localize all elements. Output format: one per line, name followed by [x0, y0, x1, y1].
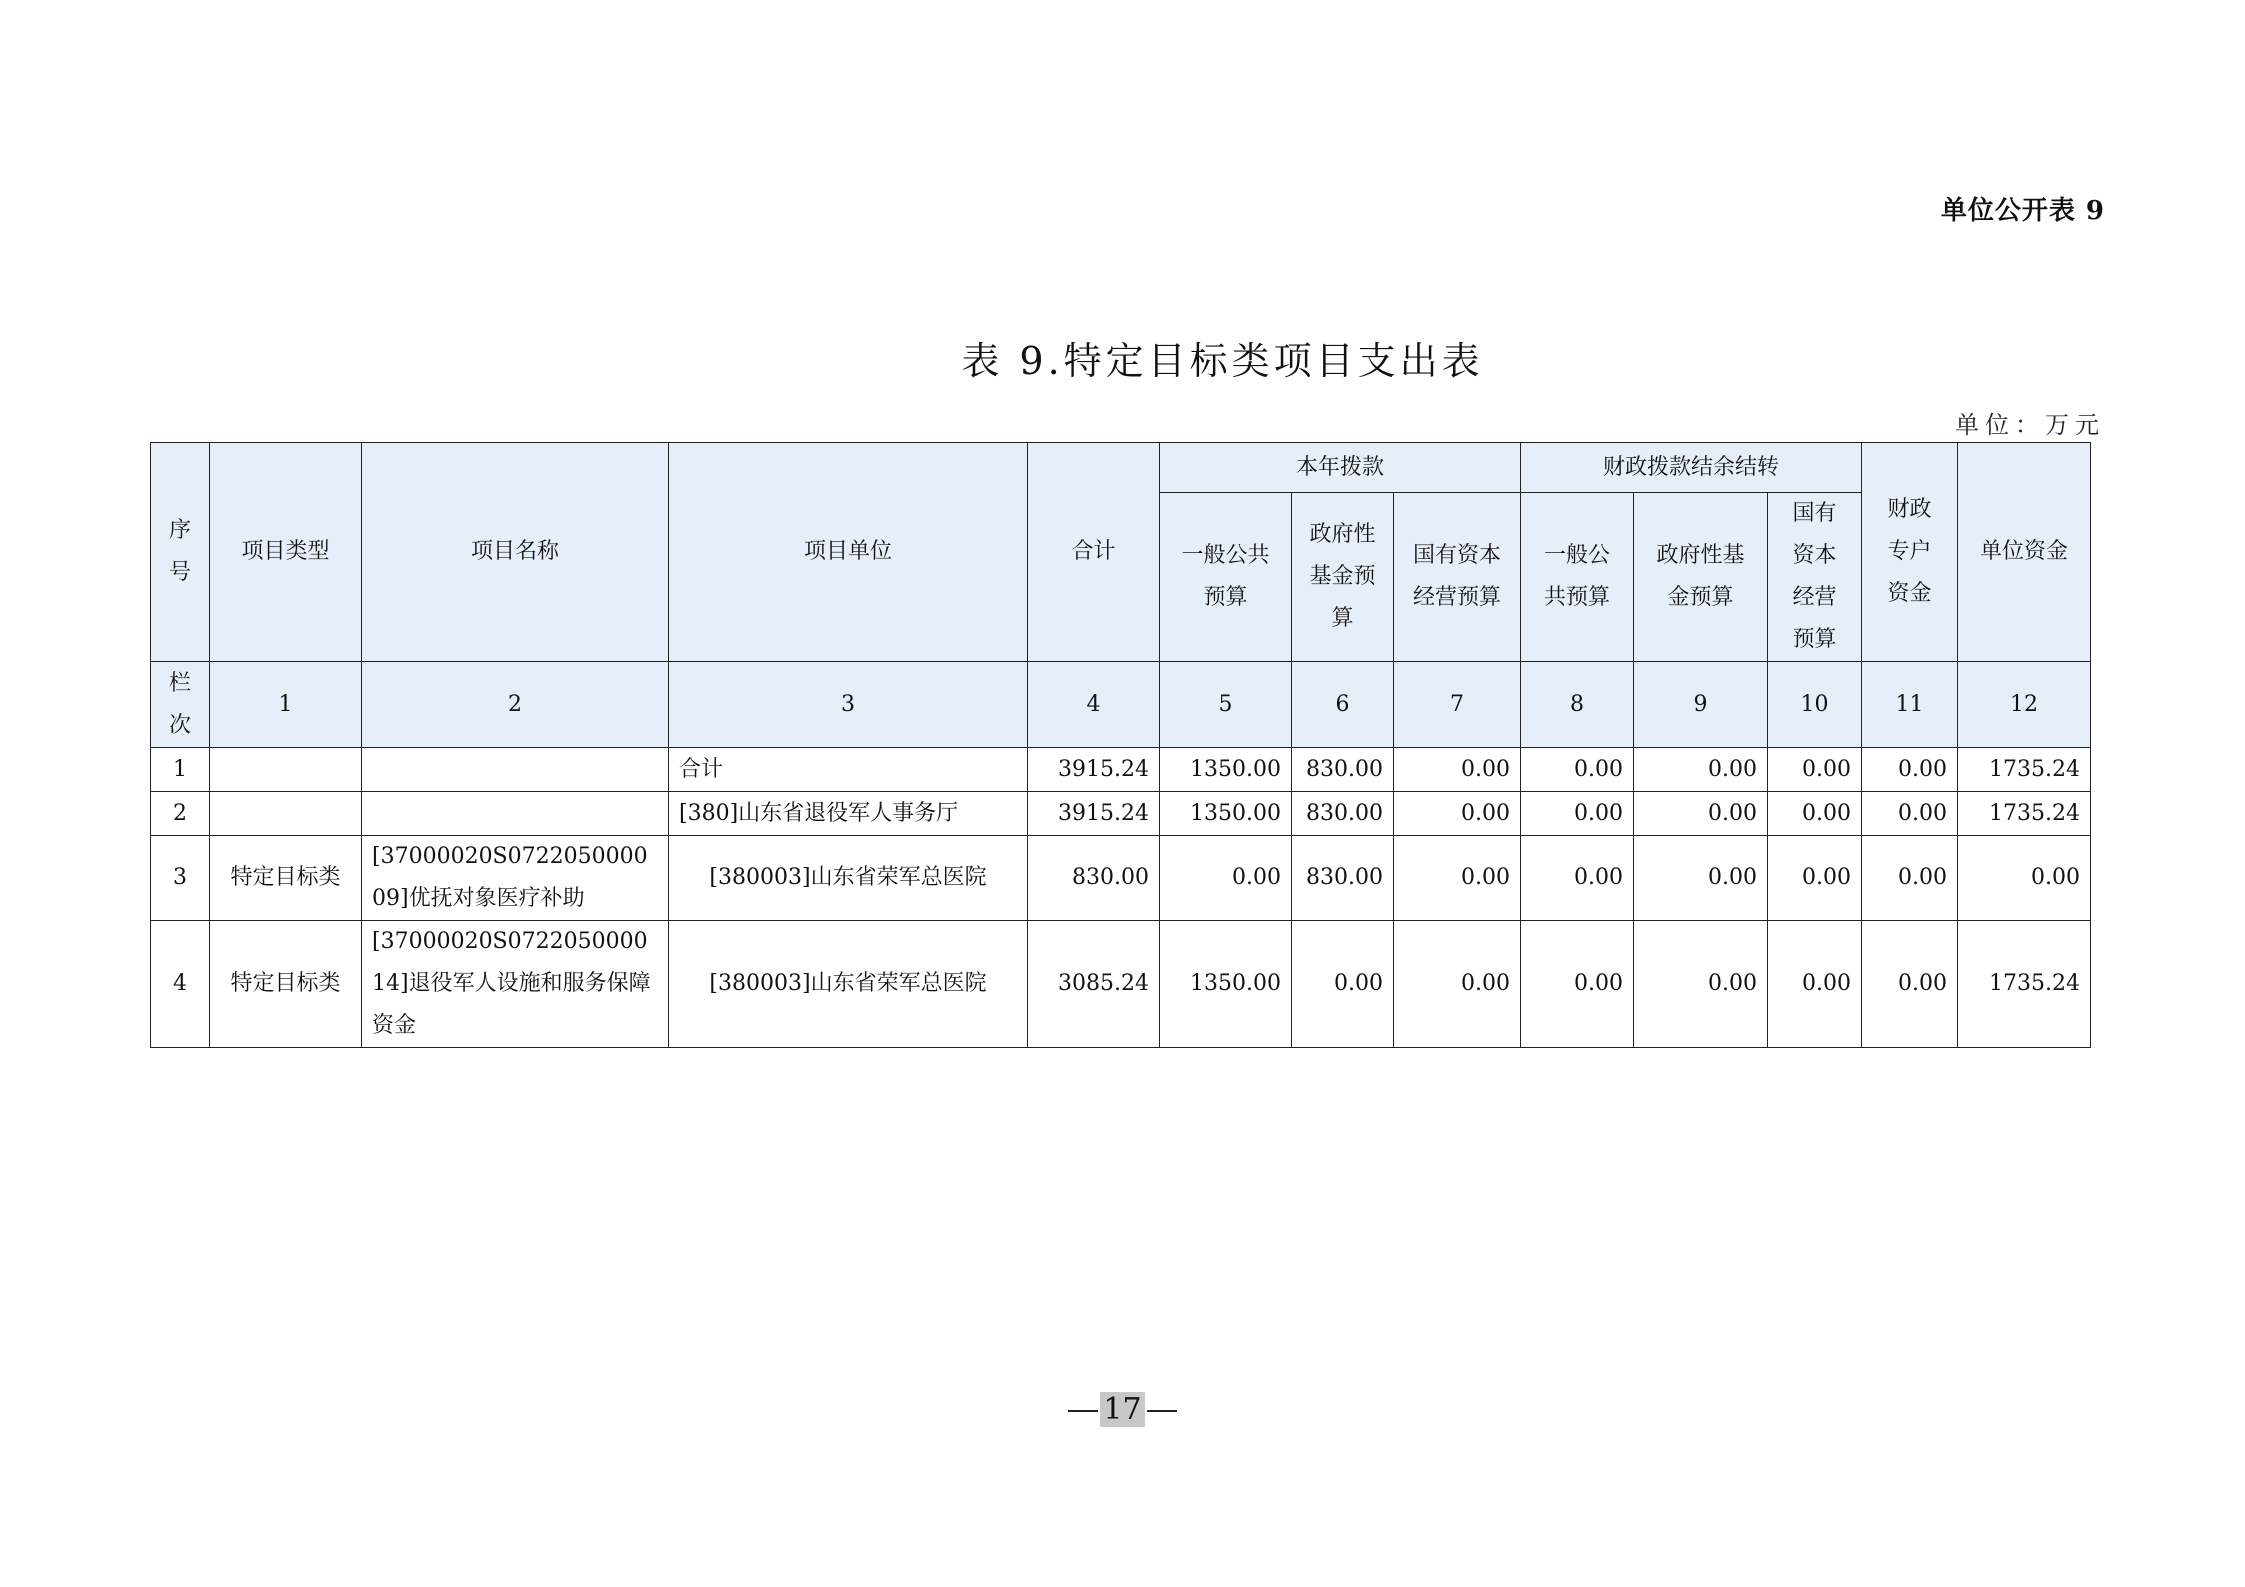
- cell-co-gf: 0.00: [1634, 792, 1768, 836]
- cell-gf: 0.00: [1292, 921, 1394, 1048]
- cell-gf: 830.00: [1292, 792, 1394, 836]
- cell-unit-funds: 1735.24: [1958, 792, 2091, 836]
- cell-unit: [380]山东省退役军人事务厅: [669, 792, 1028, 836]
- table-row: [151, 836, 2091, 921]
- cell-co-gf: 0.00: [1634, 921, 1768, 1048]
- page-number: [0, 1392, 2245, 1427]
- cell-sc: 0.00: [1394, 836, 1521, 921]
- header-state-capital: 国有资本经营预算: [1394, 493, 1521, 662]
- cell-unit: [380003]山东省荣军总医院: [669, 836, 1028, 921]
- cell-type: 特定目标类: [210, 836, 362, 921]
- colnum-10: 10: [1768, 662, 1862, 748]
- cell-co-sc: 0.00: [1768, 921, 1862, 1048]
- cell-type: 特定目标类: [210, 921, 362, 1048]
- cell-special: 0.00: [1862, 792, 1958, 836]
- header-co-gov-fund: 政府性基金预算: [1634, 493, 1768, 662]
- unit-note: 单位：万元: [1955, 411, 2105, 439]
- cell-co-gf: 0.00: [1634, 836, 1768, 921]
- colnum-9: 9: [1634, 662, 1768, 748]
- header-this-year-group: 本年拨款: [1160, 443, 1521, 493]
- colnum-7: 7: [1394, 662, 1521, 748]
- cell-unit-funds: 1735.24: [1958, 921, 2091, 1048]
- cell-gp: 1350.00: [1160, 792, 1292, 836]
- table-row: [151, 921, 2091, 1048]
- cell-gf: 830.00: [1292, 748, 1394, 792]
- cell-unit: 合计: [669, 748, 1028, 792]
- cell-co-gp: 0.00: [1521, 836, 1634, 921]
- table-row: [151, 792, 2091, 836]
- colnum-6: 6: [1292, 662, 1394, 748]
- header-special-account: 财政专户资金: [1862, 443, 1958, 662]
- budget-table: [150, 442, 2091, 1048]
- cell-seq: 4: [151, 921, 210, 1048]
- cell-co-gp: 0.00: [1521, 792, 1634, 836]
- header-project-unit: 项目单位: [669, 443, 1028, 662]
- colnum-label: 栏次: [151, 662, 210, 748]
- colnum-2: 2: [362, 662, 669, 748]
- cell-type: [210, 748, 362, 792]
- header-unit-funds: 单位资金: [1958, 443, 2091, 662]
- cell-sc: 0.00: [1394, 792, 1521, 836]
- cell-total: 3915.24: [1028, 748, 1160, 792]
- header-project-name: 项目名称: [362, 443, 669, 662]
- header-co-state-capital: 国有资本经营预算: [1768, 493, 1862, 662]
- cell-seq: 3: [151, 836, 210, 921]
- cell-co-sc: 0.00: [1768, 836, 1862, 921]
- cell-total: 3915.24: [1028, 792, 1160, 836]
- cell-name: [37000020S072205000014]退役军人设施和服务保障资金: [362, 921, 669, 1048]
- colnum-8: 8: [1521, 662, 1634, 748]
- header-co-general-public: 一般公共预算: [1521, 493, 1634, 662]
- cell-seq: 1: [151, 748, 210, 792]
- page-tag: 单位公开表 9: [1940, 196, 2105, 226]
- colnum-11: 11: [1862, 662, 1958, 748]
- cell-name: [37000020S072205000009]优抚对象医疗补助: [362, 836, 669, 921]
- header-general-public: 一般公共预算: [1160, 493, 1292, 662]
- page-number-value: 17: [1100, 1392, 1144, 1427]
- colnum-4: 4: [1028, 662, 1160, 748]
- page-title: 表 9.特定目标类项目支出表: [961, 339, 1484, 383]
- header-seq: 序号: [151, 443, 210, 662]
- cell-co-sc: 0.00: [1768, 792, 1862, 836]
- cell-gp: 1350.00: [1160, 748, 1292, 792]
- colnum-12: 12: [1958, 662, 2091, 748]
- cell-unit: [380003]山东省荣军总医院: [669, 921, 1028, 1048]
- colnum-5: 5: [1160, 662, 1292, 748]
- cell-special: 0.00: [1862, 748, 1958, 792]
- cell-special: 0.00: [1862, 836, 1958, 921]
- cell-seq: 2: [151, 792, 210, 836]
- table-row: [151, 748, 2091, 792]
- cell-unit-funds: 1735.24: [1958, 748, 2091, 792]
- cell-co-gf: 0.00: [1634, 748, 1768, 792]
- cell-special: 0.00: [1862, 921, 1958, 1048]
- cell-gp: 0.00: [1160, 836, 1292, 921]
- cell-sc: 0.00: [1394, 748, 1521, 792]
- header-gov-fund: 政府性基金预算: [1292, 493, 1394, 662]
- colnum-3: 3: [669, 662, 1028, 748]
- cell-co-gp: 0.00: [1521, 748, 1634, 792]
- page-number-dash-left: [1068, 1410, 1098, 1412]
- cell-gp: 1350.00: [1160, 921, 1292, 1048]
- cell-co-gp: 0.00: [1521, 921, 1634, 1048]
- page-number-dash-right: [1147, 1410, 1177, 1412]
- header-project-type: 项目类型: [210, 443, 362, 662]
- cell-total: 3085.24: [1028, 921, 1160, 1048]
- cell-co-sc: 0.00: [1768, 748, 1862, 792]
- cell-name: [362, 748, 669, 792]
- cell-total: 830.00: [1028, 836, 1160, 921]
- cell-name: [362, 792, 669, 836]
- header-carryover-group: 财政拨款结余结转: [1521, 443, 1862, 493]
- colnum-1: 1: [210, 662, 362, 748]
- header-total: 合计: [1028, 443, 1160, 662]
- cell-type: [210, 792, 362, 836]
- cell-sc: 0.00: [1394, 921, 1521, 1048]
- cell-gf: 830.00: [1292, 836, 1394, 921]
- cell-unit-funds: 0.00: [1958, 836, 2091, 921]
